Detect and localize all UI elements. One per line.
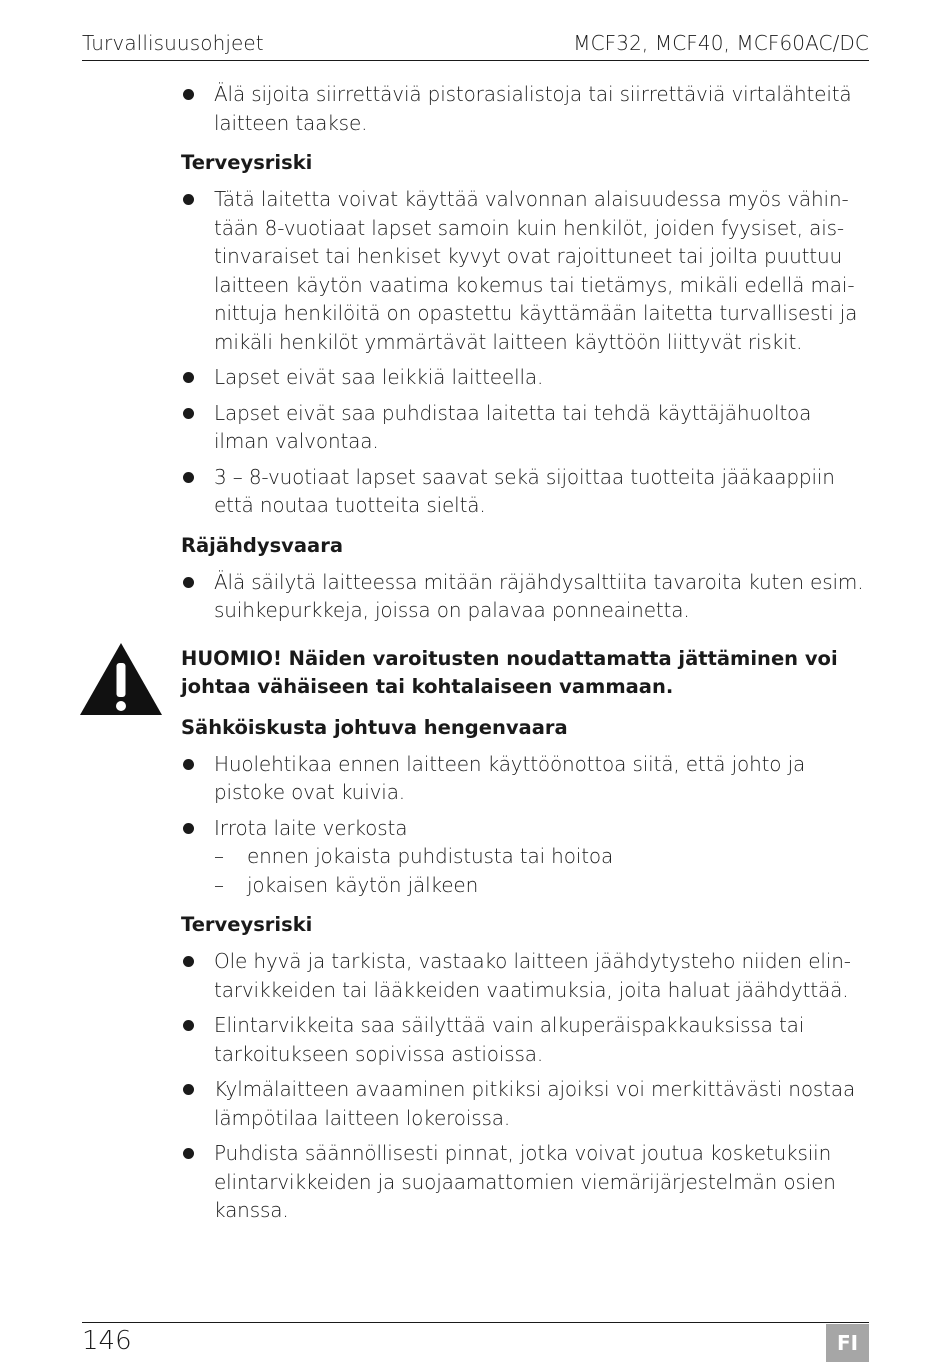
safety-content xyxy=(181,80,871,1225)
section-electric-shock xyxy=(181,714,871,900)
header-section-title: Turvallisuusohjeet xyxy=(82,31,264,55)
warning-triangle-icon xyxy=(80,643,162,715)
list-item: 3 – 8-vuotiaat lapset saavat sekä sijoittaa tuotteita jääkaappiin että noutaa tuotteita sieltä. xyxy=(181,463,871,520)
bullet-icon xyxy=(183,372,194,383)
dash-marker: – xyxy=(214,872,224,897)
section-title: Räjähdysvaara xyxy=(181,533,343,557)
section-title: Terveysriski xyxy=(181,151,313,174)
page-header xyxy=(82,28,869,61)
list-item: Puhdista säännöllisesti pinnat, jotka voivat joutua kosketuksiin elintarvikkeiden ja suojaamattomien viemärijärjestelmän osien kanssa. xyxy=(181,1139,871,1225)
bullet-icon xyxy=(183,1148,194,1159)
bullet-icon xyxy=(183,194,194,205)
section-health-risk-1 xyxy=(181,149,871,520)
section-health-risk-2 xyxy=(181,911,871,1225)
sub-list-item: – jokaisen käytön jälkeen xyxy=(214,871,871,900)
header-model-names: MCF32, MCF40, MCF60AC/DC xyxy=(573,31,869,55)
list-item: Älä sijoita siirrettäviä pistorasialistoja tai siirrettäviä virtalähteitä laitteen taakse. xyxy=(181,80,871,137)
language-badge: FI xyxy=(826,1324,869,1362)
list-item: Kylmälaitteen avaaminen pitkiksi ajoiksi voi merkittävästi nostaa lämpötilaa laitteen lokeroissa. xyxy=(181,1075,871,1132)
footer-divider xyxy=(82,1322,869,1323)
section-title: Terveysriski xyxy=(181,913,313,936)
section-title: Sähköiskusta johtuva hengenvaara xyxy=(181,715,568,739)
bullet-icon xyxy=(183,823,194,834)
intro-list xyxy=(181,80,871,137)
bullet-icon xyxy=(183,759,194,770)
bullet-icon xyxy=(183,956,194,967)
bullet-icon xyxy=(183,1020,194,1031)
list-item: Irrota laite verkosta – ennen jokaista puhdistusta tai hoitoa – jokaisen käytön jälkeen xyxy=(181,814,871,900)
caution-notice: HUOMIO! Näiden varoitusten noudattamatta jättäminen voi johtaa vähäiseen tai kohtalaiseen vammaan. xyxy=(181,646,838,698)
bullet-icon xyxy=(183,472,194,483)
sub-list-item: – ennen jokaista puhdistusta tai hoitoa xyxy=(214,842,871,871)
page-number: 146 xyxy=(82,1326,132,1356)
bullet-icon xyxy=(183,577,194,588)
bullet-icon xyxy=(183,1084,194,1095)
list-item: Elintarvikkeita saa säilyttää vain alkuperäispakkauksissa tai tarkoitukseen sopivissa astioissa. xyxy=(181,1011,871,1068)
section-explosion-hazard xyxy=(181,532,871,625)
list-item: Älä säilytä laitteessa mitään räjähdysalttiita tavaroita kuten esim. suihkepurkkeja, joissa on palavaa ponneainetta. xyxy=(181,568,871,625)
bullet-icon xyxy=(183,408,194,419)
list-item: Lapset eivät saa puhdistaa laitetta tai tehdä käyttäjähuoltoa ilman valvontaa. xyxy=(181,399,871,456)
dash-marker: – xyxy=(214,844,224,868)
list-item: Lapset eivät saa leikkiä laitteella. xyxy=(181,363,871,392)
bullet-icon xyxy=(183,89,194,100)
list-item: Ole hyvä ja tarkista, vastaako laitteen jäähdytysteho niiden elin-tarvikkeiden tai lääkkeiden vaatimuksia, joita haluat jäähdyttää. xyxy=(181,947,871,1004)
list-item: Tätä laitetta voivat käyttää valvonnan alaisuudessa myös vähin-tään 8-vuotiaat lapset samoin kuin henkilöt, joiden fyysiset, ais-tinvaraiset tai henkiset kyvyt ovat rajoittuneet tai joilta puuttuu laitteen käytön vaatima kokemus tai tietämys, mikäli edellä mai-nittuja henkilöitä on opastettu käyttämään laitetta turvallisesti ja mikäli henkilöt ymmärtävät laitteen käyttöön liittyvät riskit. xyxy=(181,185,871,356)
list-item: Huolehtikaa ennen laitteen käyttöönottoa siitä, että johto ja pistoke ovat kuivia. xyxy=(181,750,871,807)
